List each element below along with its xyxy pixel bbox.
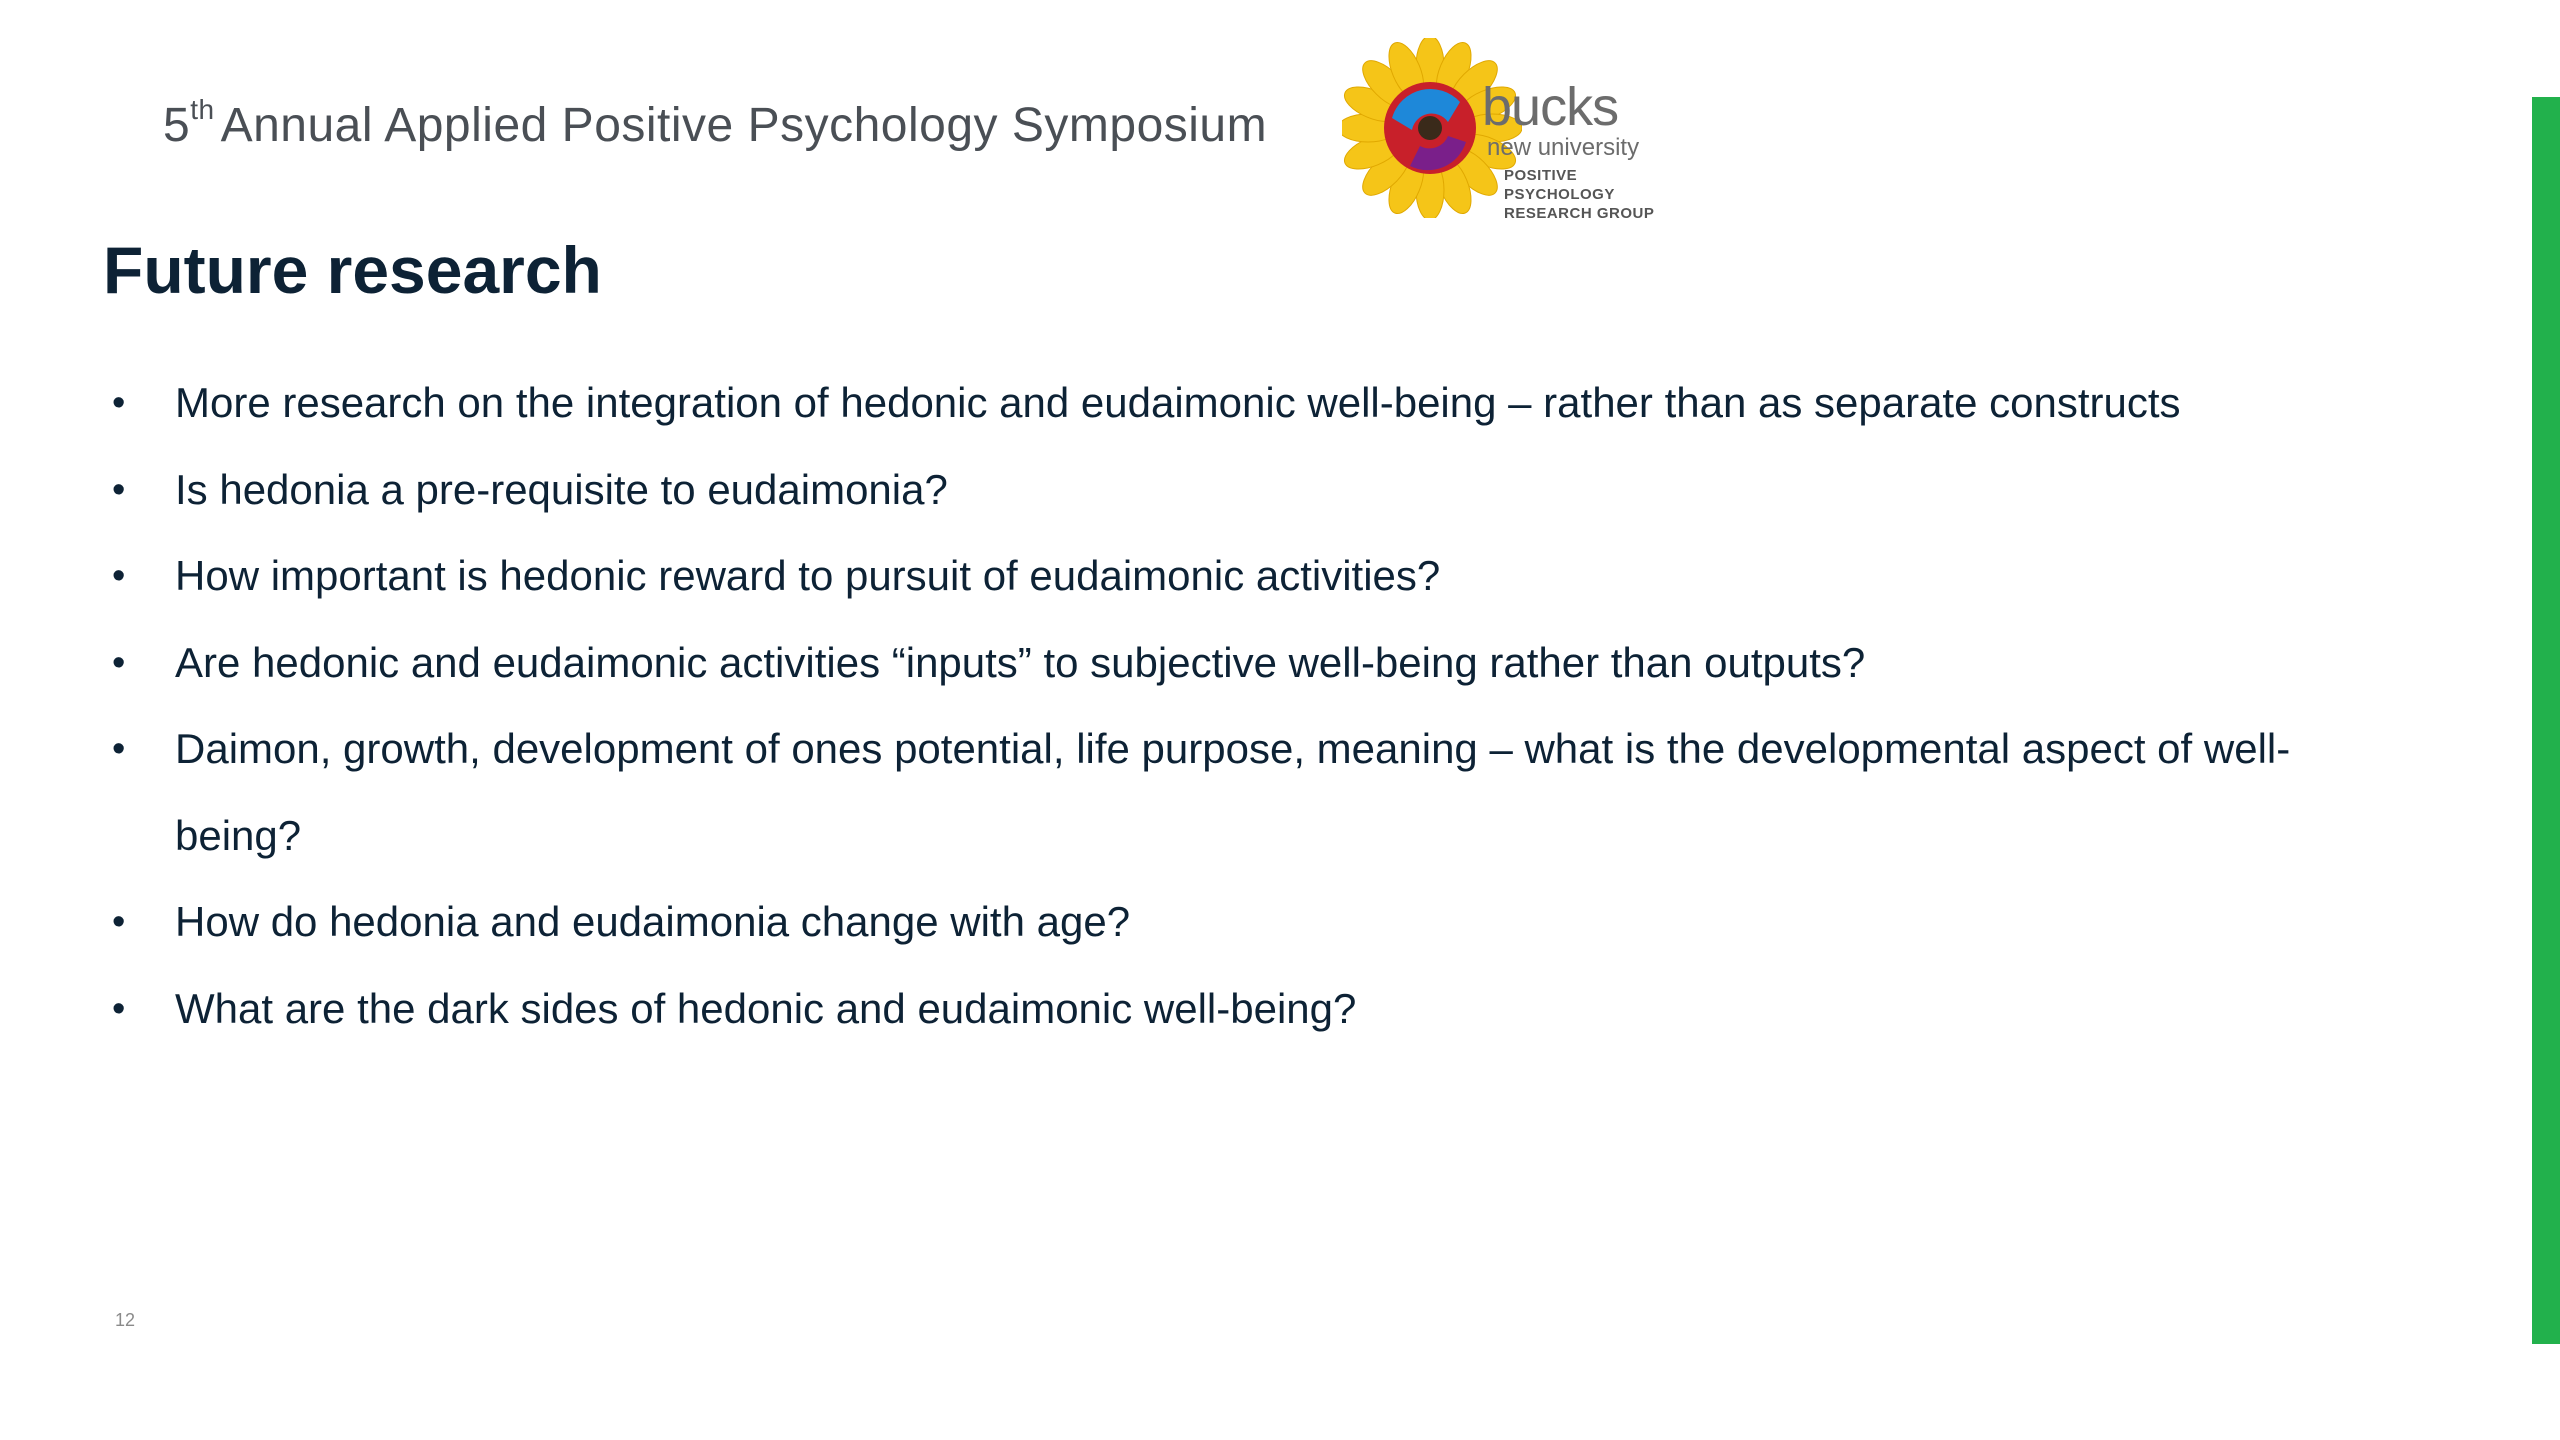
logo-group-text [1504, 166, 1682, 223]
bullet-dot-icon: • [112, 555, 126, 597]
bullet-dot-icon: • [112, 641, 126, 684]
bullet-item [110, 533, 2360, 620]
symposium-title-text: Annual Applied Positive Psychology Symposium [220, 99, 1268, 152]
bullet-dot-icon: • [112, 728, 126, 770]
symposium-title [163, 94, 1268, 153]
bullet-item [110, 966, 2360, 1053]
bullet-text: Daimon, growth, development of ones potential, life purpose, meaning – what is the developmental aspect of well-being? [175, 725, 2291, 859]
bullet-text: More research on the integration of hedonic and eudaimonic well-being – rather than as separate constructs [175, 379, 2181, 426]
bullet-list [110, 360, 2360, 1052]
bullet-dot-icon: • [112, 468, 126, 511]
bullet-text: How important is hedonic reward to pursuit of eudaimonic activities? [175, 552, 1441, 599]
bullet-item [110, 447, 2360, 534]
accent-bar [2532, 97, 2560, 1344]
bullet-item [110, 360, 2360, 447]
logo-group-line2: RESEARCH GROUP [1504, 205, 1655, 222]
bullet-text: What are the dark sides of hedonic and eudaimonic well-being? [175, 984, 1357, 1032]
bullet-text: How do hedonia and eudaimonia change with age? [175, 898, 1131, 945]
bullet-text: Is hedonia a pre-requisite to eudaimonia? [175, 465, 948, 513]
bullet-dot-icon: • [112, 901, 126, 943]
logo-group-line1: POSITIVE PSYCHOLOGY [1504, 167, 1615, 203]
page-number: 12 [115, 1310, 136, 1330]
bullet-item [110, 706, 2360, 879]
bullet-item [110, 620, 2360, 707]
slide-heading: Future research [103, 233, 602, 307]
bucks-university-logo [1342, 38, 1682, 222]
symposium-ordinal-suffix: th [190, 94, 215, 125]
logo-sub-text: new university [1487, 134, 1640, 161]
bullet-dot-icon: • [112, 382, 126, 424]
bullet-dot-icon: • [112, 987, 126, 1030]
logo-brand-text: bucks [1482, 77, 1619, 137]
bullet-text: Are hedonic and eudaimonic activities “inputs” to subjective well-being rather than outputs? [175, 638, 1866, 686]
symposium-ordinal: 5 [163, 99, 191, 152]
bullet-item [110, 879, 2360, 966]
